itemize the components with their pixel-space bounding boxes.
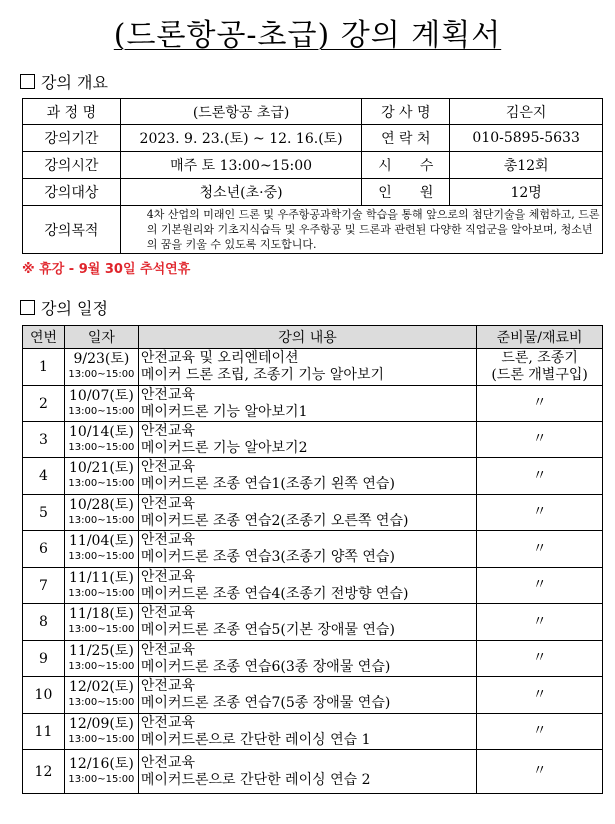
row-content-line: 메이커드론으로 간단한 레이싱 연습 2 xyxy=(140,771,371,788)
row-date-cell xyxy=(64,422,138,458)
row-content-line: 안전교육 xyxy=(140,605,196,621)
row-content-line: 안전교육 xyxy=(140,754,196,771)
table-row xyxy=(23,386,603,422)
row-date: 11/25(토) xyxy=(69,642,134,659)
row-number: 3 xyxy=(23,422,65,458)
row-content xyxy=(138,641,476,677)
row-content xyxy=(138,386,476,422)
table-row xyxy=(23,604,603,641)
table-row xyxy=(23,677,603,714)
row-materials xyxy=(477,714,603,750)
instructor-label: 강 사 명 xyxy=(362,99,450,125)
overview-row xyxy=(23,206,603,254)
row-date: 9/23(토) xyxy=(73,351,130,367)
row-date-cell xyxy=(64,495,138,531)
row-content-line: 안전교육 xyxy=(140,386,196,403)
target-label: 강의대상 xyxy=(23,179,121,206)
overview-row xyxy=(23,179,603,206)
section-heading-schedule xyxy=(20,296,108,319)
row-date: 10/07(토) xyxy=(69,387,134,404)
row-number: 1 xyxy=(23,349,65,386)
row-date: 11/18(토) xyxy=(69,606,134,622)
row-content-line: 안전교육 및 오리엔테이션 xyxy=(140,350,299,366)
section-label: 강의 개요 xyxy=(41,73,108,92)
row-number: 7 xyxy=(23,568,65,604)
row-content xyxy=(138,568,476,604)
row-content-line: 메이커드론 조종 연습7(5종 장애물 연습) xyxy=(140,695,391,711)
row-content-line: 메이커 드론 조립, 조종기 기능 알아보기 xyxy=(140,367,384,383)
table-row xyxy=(23,458,603,495)
row-number: 5 xyxy=(23,495,65,531)
time-value: 매주 토 13:00~15:00 xyxy=(120,152,362,179)
row-date-cell xyxy=(64,458,138,495)
row-time: 13:00~15:00 xyxy=(68,369,135,380)
row-content-line: 메이커드론 조종 연습4(조종기 전방향 연습) xyxy=(140,585,409,602)
row-content-line: 안전교육 xyxy=(140,495,196,512)
row-number: 2 xyxy=(23,386,65,422)
row-date-cell xyxy=(64,531,138,568)
purpose-label: 강의목적 xyxy=(23,206,121,254)
table-row xyxy=(23,714,603,750)
overview-row xyxy=(23,125,603,152)
table-row xyxy=(23,568,603,604)
header-date: 일자 xyxy=(64,326,138,349)
schedule-header-row xyxy=(23,326,603,349)
row-materials-line: 드론, 조종기 xyxy=(501,350,578,366)
row-materials xyxy=(477,531,603,568)
row-time: 13:00~15:00 xyxy=(68,478,135,489)
section-heading-overview xyxy=(20,70,108,93)
row-content-line: 메이커드론 기능 알아보기1 xyxy=(140,403,308,420)
row-date-cell xyxy=(64,604,138,641)
row-number: 12 xyxy=(23,750,65,794)
row-materials xyxy=(477,641,603,677)
row-number: 6 xyxy=(23,531,65,568)
row-materials xyxy=(477,677,603,714)
row-content-line: 안전교육 xyxy=(140,532,196,548)
holiday-note: ※ 휴강 - 9월 30일 추석연휴 xyxy=(22,262,191,277)
row-content xyxy=(138,495,476,531)
sessions-value: 총12회 xyxy=(450,152,603,179)
course-name-value: (드론항공 초급) xyxy=(120,99,362,125)
checkbox-square-icon xyxy=(20,74,35,89)
schedule-table xyxy=(22,325,603,794)
row-content-line: 안전교육 xyxy=(140,422,196,439)
row-materials-line: 〃 xyxy=(532,723,547,739)
table-row xyxy=(23,641,603,677)
row-content-line: 메이커드론 조종 연습5(기본 장애물 연습) xyxy=(140,622,395,638)
sessions-label: 시 수 xyxy=(362,152,450,179)
table-row xyxy=(23,495,603,531)
row-content-line: 안전교육 xyxy=(140,714,196,731)
row-materials-line: 〃 xyxy=(532,763,547,779)
row-content xyxy=(138,677,476,714)
table-row xyxy=(23,750,603,794)
row-number: 4 xyxy=(23,458,65,495)
row-content-line: 안전교육 xyxy=(140,459,196,475)
row-materials xyxy=(477,349,603,386)
overview-table xyxy=(22,98,603,254)
row-materials xyxy=(477,495,603,531)
checkbox-square-icon xyxy=(20,300,35,315)
row-date: 10/14(토) xyxy=(69,423,134,440)
row-content-line: 메이커드론 조종 연습6(3종 장애물 연습) xyxy=(140,658,391,675)
row-date-cell xyxy=(64,714,138,750)
row-materials-line: 〃 xyxy=(532,577,547,593)
row-number: 11 xyxy=(23,714,65,750)
instructor-value: 김은지 xyxy=(450,99,603,125)
row-date: 12/09(토) xyxy=(69,715,134,732)
row-time: 13:00~15:00 xyxy=(68,624,135,635)
schedule-body xyxy=(23,349,603,794)
row-content-line: 메이커드론 기능 알아보기2 xyxy=(140,439,308,456)
row-content-line: 안전교육 xyxy=(140,568,196,585)
row-content-line: 메이커드론으로 간단한 레이싱 연습 1 xyxy=(140,731,371,748)
row-date-cell xyxy=(64,568,138,604)
row-date: 10/28(토) xyxy=(69,496,134,513)
contact-label: 연 락 처 xyxy=(362,125,450,152)
row-content-line: 안전교육 xyxy=(140,678,196,694)
row-time: 13:00~15:00 xyxy=(68,697,135,708)
row-content xyxy=(138,349,476,386)
row-date-cell xyxy=(64,349,138,386)
purpose-value: 4차 산업의 미래인 드론 및 우주항공과학기술 학습을 통해 앞으로의 첨단기술을 체험하고, 드론의 기본원리와 기초지식습득 및 우주항공 및 드론과 관련된 다양한 직업군을 알아보며, 청소년의 꿈을 키울 수 있도록 지도합니다. xyxy=(120,206,602,254)
page-title: (드론항공-초급) 강의 계획서 xyxy=(113,18,502,53)
row-content-line: 메이커드론 조종 연습2(조종기 오른쪽 연습) xyxy=(140,512,409,529)
time-label: 강의시간 xyxy=(23,152,121,179)
row-date: 11/11(토) xyxy=(69,569,134,586)
row-time: 13:00~15:00 xyxy=(68,405,135,417)
table-row xyxy=(23,349,603,386)
row-date: 10/21(토) xyxy=(69,460,134,476)
row-content xyxy=(138,531,476,568)
row-content xyxy=(138,604,476,641)
row-materials xyxy=(477,604,603,641)
row-content-line: 메이커드론 조종 연습3(조종기 양쪽 연습) xyxy=(140,549,395,565)
row-materials-line: 〃 xyxy=(532,613,547,630)
row-materials-line: 〃 xyxy=(532,504,547,520)
header-materials: 준비물/재료비 xyxy=(477,326,603,349)
row-materials xyxy=(477,422,603,458)
row-number: 10 xyxy=(23,677,65,714)
row-time: 13:00~15:00 xyxy=(68,660,135,672)
header-no: 연번 xyxy=(23,326,65,349)
overview-row xyxy=(23,152,603,179)
section-label: 강의 일정 xyxy=(41,299,108,318)
row-date: 12/02(토) xyxy=(69,679,134,695)
row-date: 12/16(토) xyxy=(69,755,134,772)
row-content xyxy=(138,422,476,458)
table-row xyxy=(23,422,603,458)
period-value: 2023. 9. 23.(토) ~ 12. 16.(토) xyxy=(120,125,362,152)
row-time: 13:00~15:00 xyxy=(68,441,135,453)
people-value: 12명 xyxy=(450,179,603,206)
row-materials-line: 〃 xyxy=(532,650,547,666)
row-content xyxy=(138,750,476,794)
row-materials-line: (드론 개별구입) xyxy=(491,367,588,383)
overview-row xyxy=(23,99,603,125)
row-time: 13:00~15:00 xyxy=(68,773,135,785)
row-materials xyxy=(477,386,603,422)
target-value: 청소년(초·중) xyxy=(120,179,362,206)
row-content xyxy=(138,458,476,495)
contact-value: 010-5895-5633 xyxy=(450,125,603,152)
row-number: 9 xyxy=(23,641,65,677)
header-content: 강의 내용 xyxy=(138,326,476,349)
people-label: 인 원 xyxy=(362,179,450,206)
row-content-line: 메이커드론 조종 연습1(조종기 왼쪽 연습) xyxy=(140,476,395,492)
table-row xyxy=(23,531,603,568)
row-date: 11/04(토) xyxy=(69,533,134,549)
course-name-label: 과 정 명 xyxy=(23,99,121,125)
row-date-cell xyxy=(64,677,138,714)
row-materials-line: 〃 xyxy=(532,395,547,411)
row-materials-line: 〃 xyxy=(532,431,547,447)
row-time: 13:00~15:00 xyxy=(68,587,135,599)
row-materials xyxy=(477,458,603,495)
row-time: 13:00~15:00 xyxy=(68,551,135,562)
row-materials-line: 〃 xyxy=(532,686,547,703)
row-date-cell xyxy=(64,386,138,422)
row-content xyxy=(138,714,476,750)
row-time: 13:00~15:00 xyxy=(68,733,135,745)
period-label: 강의기간 xyxy=(23,125,121,152)
row-number: 8 xyxy=(23,604,65,641)
row-materials-line: 〃 xyxy=(532,540,547,557)
row-materials xyxy=(477,568,603,604)
row-date-cell xyxy=(64,750,138,794)
row-materials-line: 〃 xyxy=(532,467,547,484)
row-date-cell xyxy=(64,641,138,677)
row-materials xyxy=(477,750,603,794)
row-time: 13:00~15:00 xyxy=(68,514,135,526)
row-content-line: 안전교육 xyxy=(140,641,196,658)
